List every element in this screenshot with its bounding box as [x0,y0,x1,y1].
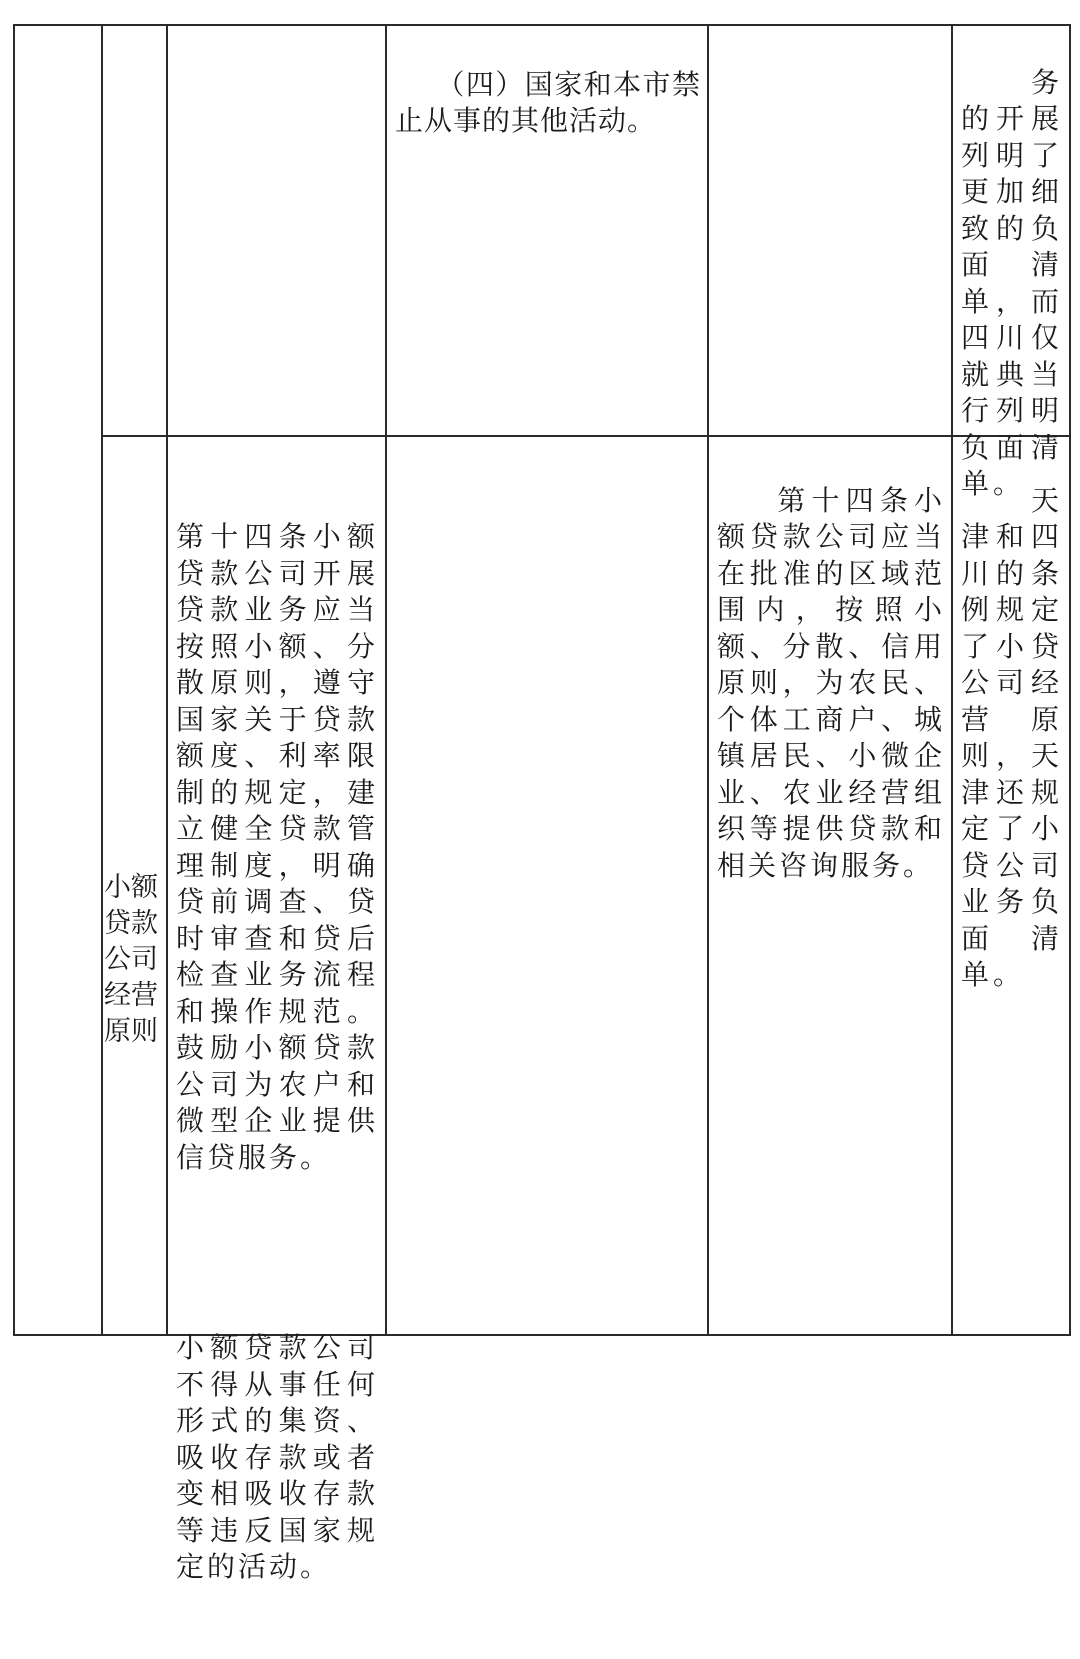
table-border-bottom [13,1334,1071,1336]
row2-sichuan-para1: 第十四条小额贷款公司开展贷款业务应当按照小额、分散原则，遵守国家关于贷款额度、利率限制的规定，建立健全贷款管理制度，明确贷前调查、贷时审查和贷后检查业务流程和操作规范。鼓励小额贷款公司为农户和微型企业提供信贷服务。 [176,520,378,1174]
column-divider [385,24,387,1336]
column-divider [707,24,709,1336]
column-divider [951,24,953,1336]
table-border-top [13,24,1071,26]
table-border-left [13,24,15,1336]
table-border-right [1069,24,1071,1336]
row2-comparison-text: 天津和四川的条例规定了小贷公司经营原则，天津还规定了小贷公司业务负面清单。 [961,483,1063,991]
comparison-table [13,24,1071,1583]
row2-sichuan-cell [176,446,378,1659]
row2-category-cell [104,798,164,1086]
row2-comparison-cell [961,446,1063,1030]
row2-category-text: 小额贷款公司经营原则 [104,872,158,1047]
column-divider [101,24,103,1336]
row2-sichuan-para2: 小额贷款公司不得从事任何形式的集资、吸收存款或者变相吸收存款等违反国家规定的活动。 [176,1331,378,1583]
column-divider [166,24,168,1336]
row2-other-cell [717,446,945,921]
row2-tianjin-cell [395,446,701,556]
row-divider [101,435,1071,437]
row1-tianjin-text: （四）国家和本市禁止从事的其他活动。 [395,67,701,137]
row1-tianjin-cell [395,30,701,176]
row1-comparison-text: 务的开展列明了更加细致的负面清单，而四川仅就典当行列明负面清单。 [961,65,1063,500]
row2-other-text: 第十四条小额贷款公司应当在批准的区域范围内，按照小额、分散、信用原则，为农民、个体工商户、城镇居民、小微企业、农业经营组织等提供贷款和相关咨询服务。 [717,483,945,882]
